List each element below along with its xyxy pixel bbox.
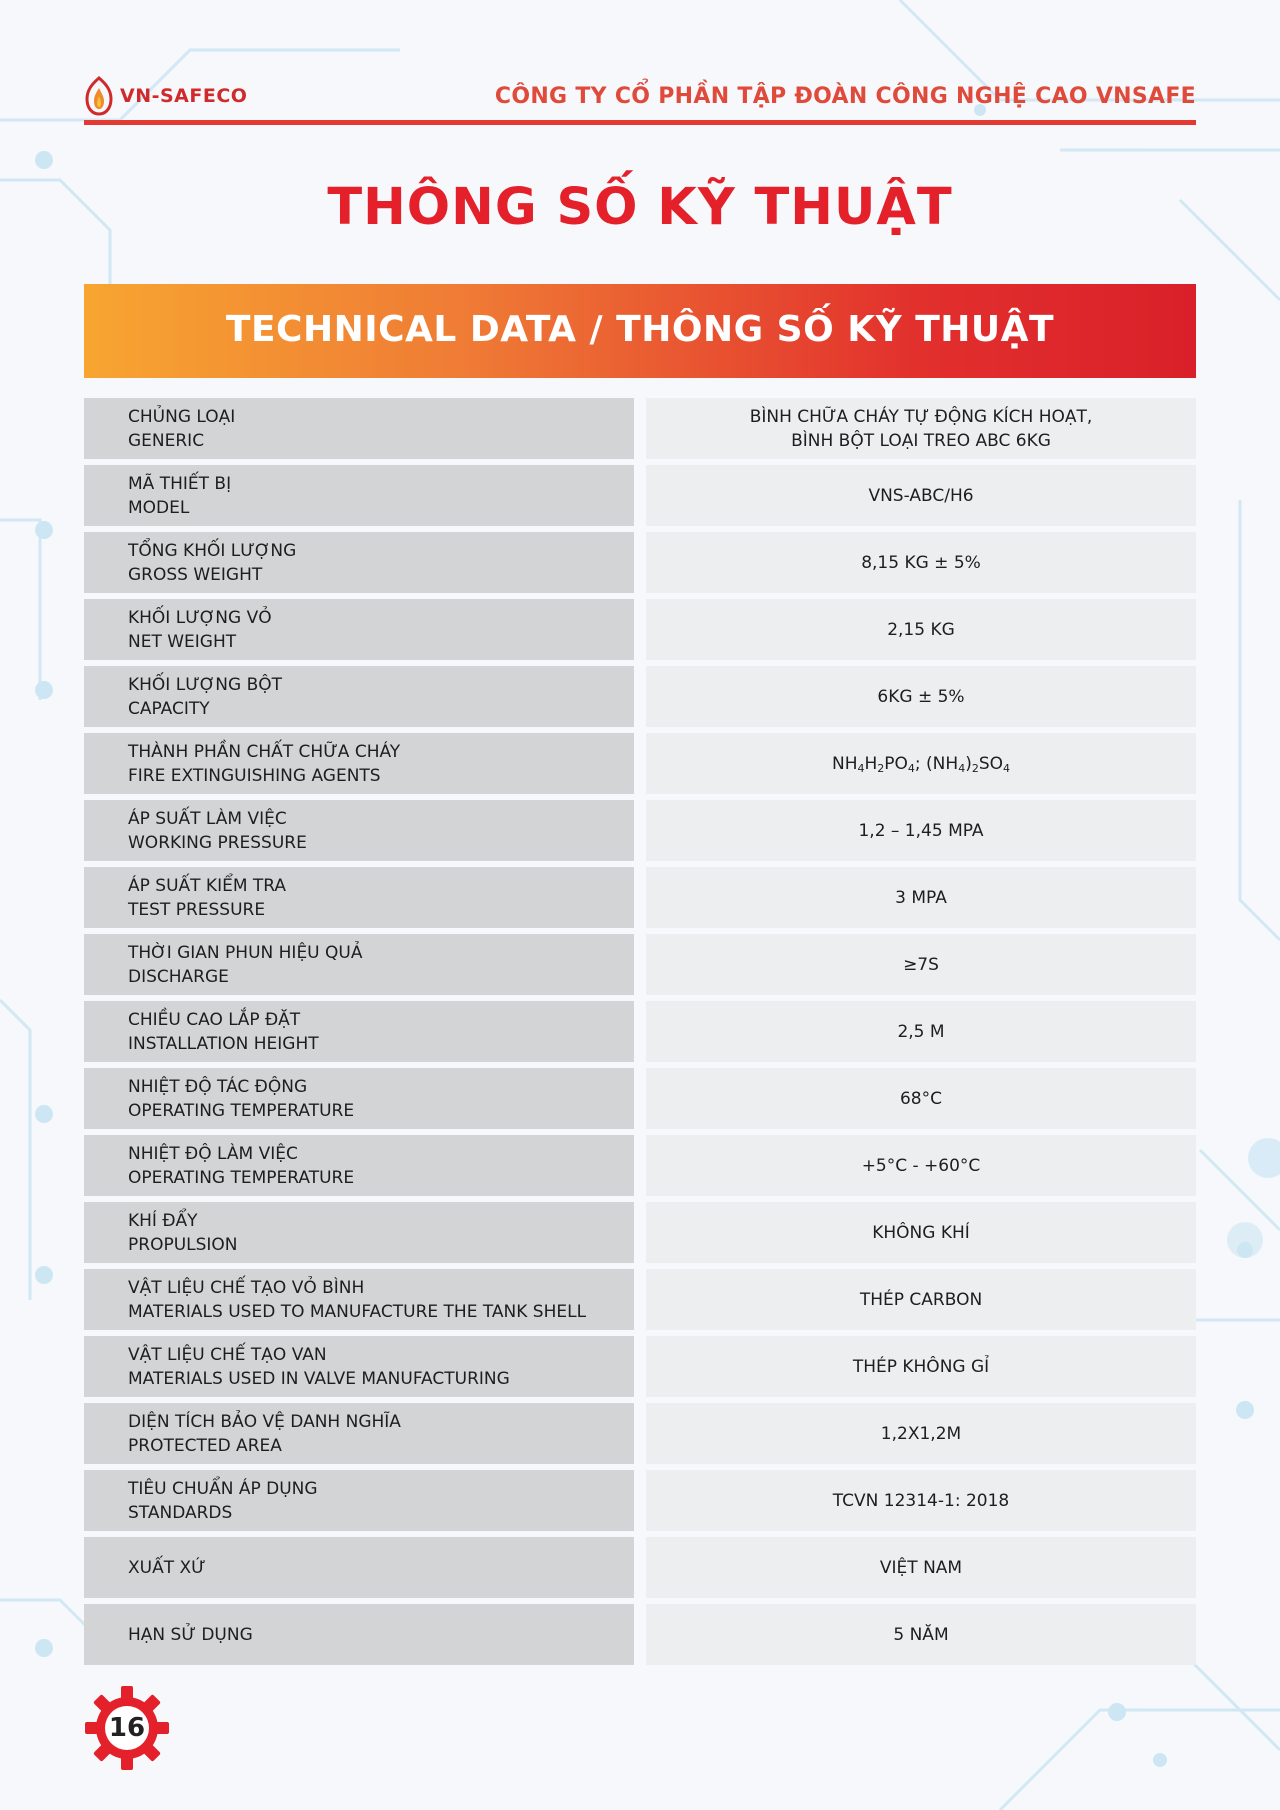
spec-row: [84, 934, 1196, 995]
spec-value-cell: [646, 398, 1196, 459]
spec-label-en: MATERIALS USED TO MANUFACTURE THE TANK SHELL: [128, 1301, 587, 1322]
spec-value: THÉP CARBON: [859, 1289, 983, 1310]
spec-label-en: GROSS WEIGHT: [128, 564, 263, 585]
spec-row: [84, 1604, 1196, 1665]
spec-value: THÉP KHÔNG GỈ: [852, 1356, 990, 1377]
spec-label-vi: DIỆN TÍCH BẢO VỆ DANH NGHĨA: [128, 1411, 401, 1432]
spec-value: 1,2 – 1,45 MPA: [858, 820, 984, 841]
spec-label-vi: NHIỆT ĐỘ LÀM VIỆC: [128, 1143, 298, 1164]
header-divider: [84, 120, 1196, 125]
spec-label-en: WORKING PRESSURE: [128, 832, 307, 853]
spec-row: [84, 666, 1196, 727]
spec-row: [84, 1135, 1196, 1196]
spec-value: 3 MPA: [895, 887, 947, 908]
spec-label-vi: CHIỀU CAO LẮP ĐẶT: [128, 1009, 301, 1030]
spec-label-vi: NHIỆT ĐỘ TÁC ĐỘNG: [128, 1076, 308, 1097]
spec-row: [84, 398, 1196, 459]
spec-label-vi: THỜI GIAN PHUN HIỆU QUẢ: [128, 942, 363, 963]
section-banner: [84, 284, 1196, 378]
page-number-badge: [84, 1685, 170, 1771]
spec-label-en: CAPACITY: [128, 698, 210, 719]
spec-label-en: FIRE EXTINGUISHING AGENTS: [128, 765, 381, 786]
spec-value: 8,15 KG ± 5%: [861, 552, 981, 573]
spec-label-en: MODEL: [128, 497, 190, 518]
spec-value-cell: [646, 1336, 1196, 1397]
spec-label-en: INSTALLATION HEIGHT: [128, 1033, 319, 1054]
spec-value-cell: [646, 1470, 1196, 1531]
spec-row: [84, 800, 1196, 861]
spec-value: 5 NĂM: [893, 1624, 949, 1645]
spec-label-vi: TIÊU CHUẨN ÁP DỤNG: [128, 1478, 318, 1499]
spec-value-cell: [646, 1202, 1196, 1263]
spec-value: 6KG ± 5%: [877, 686, 965, 707]
spec-value-cell: [646, 1269, 1196, 1330]
spec-value: 68°C: [899, 1088, 942, 1109]
spec-label-vi: ÁP SUẤT LÀM VIỆC: [128, 808, 287, 829]
page-title: THÔNG SỐ KỸ THUẬT: [327, 178, 953, 237]
spec-label-en: PROTECTED AREA: [128, 1435, 282, 1456]
banner-text: TECHNICAL DATA / THÔNG SỐ KỸ THUẬT: [225, 309, 1055, 350]
spec-label-cell: [84, 867, 634, 928]
spec-label-cell: [84, 1001, 634, 1062]
spec-label-en: MATERIALS USED IN VALVE MANUFACTURING: [128, 1368, 510, 1389]
spec-row: [84, 733, 1196, 794]
spec-value-line2: BÌNH BỘT LOẠI TREO ABC 6KG: [791, 430, 1051, 451]
spec-table: [84, 398, 1196, 1671]
spec-value: VIỆT NAM: [879, 1557, 963, 1578]
spec-value-cell: [646, 1135, 1196, 1196]
spec-label-vi: VẬT LIỆU CHẾ TẠO VỎ BÌNH: [128, 1277, 365, 1298]
spec-label-en: TEST PRESSURE: [128, 899, 266, 920]
spec-label-vi: KHỐI LƯỢNG BỘT: [128, 674, 283, 695]
spec-value-cell: [646, 599, 1196, 660]
spec-value: KHÔNG KHÍ: [872, 1222, 970, 1243]
page-header: [84, 74, 1196, 126]
spec-label-en: DISCHARGE: [128, 966, 229, 987]
spec-label-vi: KHÍ ĐẨY: [128, 1210, 198, 1231]
spec-label-vi: VẬT LIỆU CHẾ TẠO VAN: [128, 1344, 327, 1365]
spec-label-vi: XUẤT XỨ: [128, 1557, 206, 1578]
spec-label-cell: [84, 1269, 634, 1330]
spec-label-cell: [84, 800, 634, 861]
company-logo: [84, 74, 247, 118]
spec-label-cell: [84, 1403, 634, 1464]
spec-row: [84, 532, 1196, 593]
spec-value-cell: [646, 1537, 1196, 1598]
spec-label-cell: [84, 398, 634, 459]
spec-label-en: GENERIC: [128, 430, 205, 451]
spec-label-cell: [84, 1604, 634, 1665]
spec-value: VNS-ABC/H6: [868, 485, 974, 506]
spec-label-cell: [84, 1068, 634, 1129]
spec-label-cell: [84, 599, 634, 660]
spec-value-cell: [646, 1403, 1196, 1464]
spec-value: TCVN 12314-1: 2018: [832, 1490, 1010, 1511]
company-name: CÔNG TY CỔ PHẦN TẬP ĐOÀN CÔNG NGHỆ CAO VNSAFE: [494, 84, 1196, 109]
spec-row: [84, 867, 1196, 928]
spec-label-cell: [84, 1336, 634, 1397]
spec-value: 2,15 KG: [887, 619, 955, 640]
spec-value-cell: [646, 1001, 1196, 1062]
spec-label-en: PROPULSION: [128, 1234, 238, 1255]
spec-label-cell: [84, 532, 634, 593]
spec-label-cell: [84, 1202, 634, 1263]
spec-label-cell: [84, 733, 634, 794]
spec-value-cell: [646, 733, 1196, 794]
spec-label-cell: [84, 666, 634, 727]
spec-label-en: STANDARDS: [128, 1502, 233, 1523]
spec-label-cell: [84, 465, 634, 526]
spec-row: [84, 465, 1196, 526]
spec-row: [84, 1403, 1196, 1464]
spec-value: +5°C - +60°C: [861, 1155, 981, 1176]
spec-row: [84, 1336, 1196, 1397]
spec-value-cell: [646, 532, 1196, 593]
spec-row: [84, 1470, 1196, 1531]
spec-label-vi: CHỦNG LOẠI: [128, 406, 236, 427]
spec-row: [84, 1001, 1196, 1062]
spec-row: [84, 1537, 1196, 1598]
spec-label-cell: [84, 1537, 634, 1598]
spec-label-en: OPERATING TEMPERATURE: [128, 1167, 355, 1188]
spec-label-en: NET WEIGHT: [128, 631, 237, 652]
spec-value-cell: [646, 867, 1196, 928]
spec-value-cell: [646, 934, 1196, 995]
logo-text: VN-SAFECO: [120, 85, 248, 107]
page-number: 16: [108, 1713, 146, 1743]
spec-label-vi: ÁP SUẤT KIỂM TRA: [128, 875, 287, 896]
spec-label-vi: KHỐI LƯỢNG VỎ: [128, 607, 272, 628]
spec-value-cell: [646, 1068, 1196, 1129]
spec-value: BÌNH CHỮA CHÁY TỰ ĐỘNG KÍCH HOẠT,: [749, 406, 1093, 427]
spec-row: [84, 1269, 1196, 1330]
spec-label-cell: [84, 934, 634, 995]
spec-label-vi: THÀNH PHẦN CHẤT CHỮA CHÁY: [128, 741, 401, 762]
spec-value-cell: [646, 800, 1196, 861]
spec-row: [84, 599, 1196, 660]
spec-label-vi: TỔNG KHỐI LƯỢNG: [128, 540, 297, 561]
spec-value: 2,5 M: [897, 1021, 945, 1042]
spec-label-vi: HẠN SỬ DỤNG: [128, 1624, 253, 1645]
flame-shield-icon: [84, 76, 114, 116]
spec-label-cell: [84, 1470, 634, 1531]
chemical-formula: $NH_4H_2PO_4$; $(NH_4)_2SO_4$: [831, 753, 1010, 775]
spec-value-cell: [646, 1604, 1196, 1665]
spec-value: ≥7S: [903, 954, 939, 975]
spec-value: 1,2X1,2M: [880, 1423, 962, 1444]
spec-row: [84, 1068, 1196, 1129]
spec-value-cell: [646, 465, 1196, 526]
spec-label-en: OPERATING TEMPERATURE: [128, 1100, 355, 1121]
spec-value-cell: [646, 666, 1196, 727]
spec-label-vi: MÃ THIẾT BỊ: [128, 473, 232, 494]
spec-label-cell: [84, 1135, 634, 1196]
spec-row: [84, 1202, 1196, 1263]
